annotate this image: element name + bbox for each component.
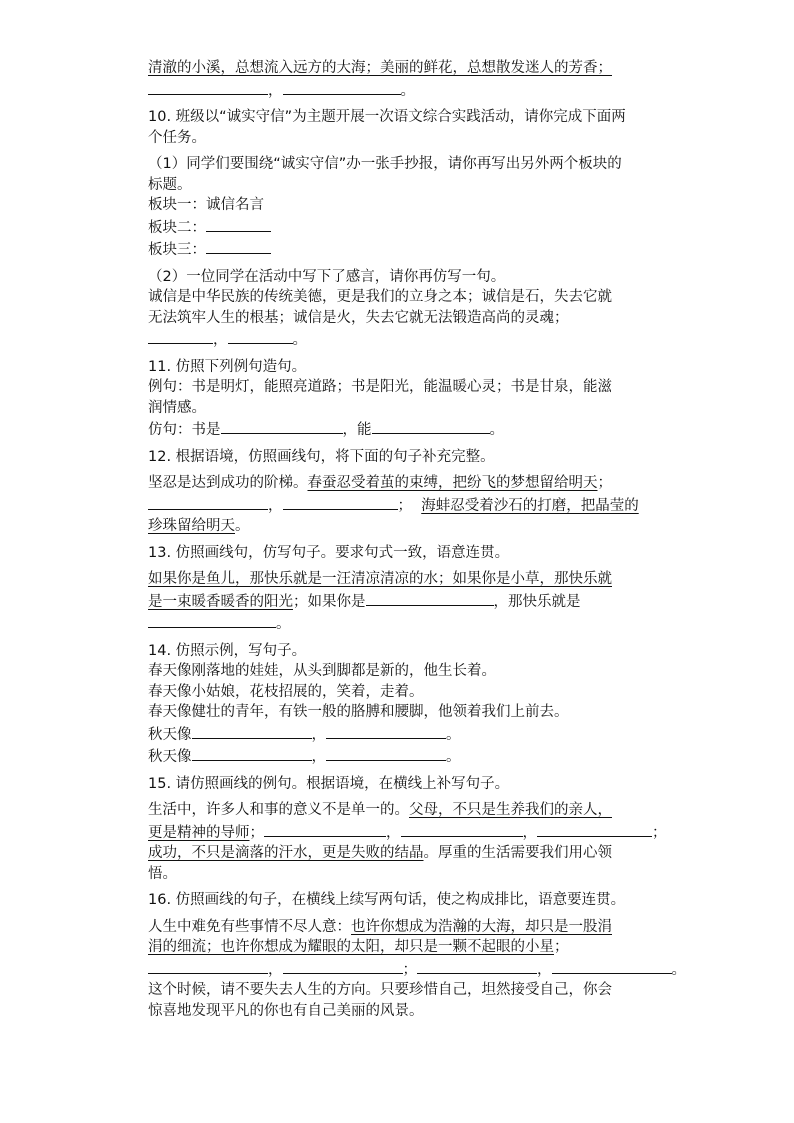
q15-text-cont: 成功，不只是滴落的汗水，更是失败的结晶。厚重的生活需要我们用心领 (148, 845, 612, 861)
q11-example-cont: 润情感。 (148, 399, 206, 416)
answer-blank[interactable] (326, 745, 446, 761)
q9-underlined-sentence: 清澈的小溪，总想流入远方的大海；美丽的鲜花，总想散发迷人的芳香； (148, 60, 612, 76)
q10-part2-text: 诚信是中华民族的传统美德，更是我们的立身之本；诚信是石，失去它就 (148, 289, 612, 305)
answer-blank[interactable] (283, 494, 398, 510)
answer-blank[interactable] (417, 958, 537, 974)
answer-blank[interactable] (221, 418, 343, 434)
q13-text: 如果你是鱼儿，那快乐就是一汪清凉清凉的水；如果你是小草，那快乐就 (148, 571, 612, 587)
q10-block-two: 板块二： (148, 216, 688, 239)
q12-title: 12. 根据语境，仿照画线句，将下面的句子补充完整。 (148, 448, 495, 465)
q9-example-line (148, 58, 688, 79)
q14-example-2: 春天像小姑娘，花枝招展的，笑着，走着。 (148, 683, 424, 700)
answer-blank[interactable] (401, 821, 523, 837)
answer-blank[interactable] (552, 958, 672, 974)
q14-title: 14. 仿照示例，写句子。 (148, 642, 307, 659)
answer-blank[interactable] (148, 79, 268, 95)
q15-text: 生活中，许多人和事的意义不是单一的。父母，不只是生养我们的亲人， (148, 802, 612, 818)
q14-answer-line-2: 秋天像 ， 。 (148, 745, 688, 768)
q15-answer-line: 更是精神的导师； ， ， ； (148, 821, 688, 844)
q10-title: 10. 班级以“诚实守信”为主题开展一次语文综合实践活动，请你完成下面两 (148, 109, 626, 125)
q10-part1-prompt: （1）同学们要围绕“诚实守信”办一张手抄报，请你再写出另外两个板块的 (148, 156, 622, 172)
answer-blank[interactable] (326, 723, 446, 739)
q10-answer-line: ， 。 (148, 328, 688, 351)
q11-answer-line: 仿句：书是 ，能 。 (148, 418, 688, 441)
q10-block-three: 板块三： (148, 238, 688, 261)
q10-part1-prompt-cont: 标题。 (148, 176, 192, 193)
q16-text-end: 惊喜地发现平凡的你也有自己美丽的风景。 (148, 1002, 424, 1019)
answer-blank[interactable] (148, 328, 213, 344)
q13-text-cont: 是一束暖香暖香的阳光；如果你是 ，那快乐就是 (148, 590, 688, 613)
q11-example: 例句：书是明灯，能照亮道路；书是阳光，能温暖心灵；书是甘泉，能滋 (148, 379, 612, 395)
q10-part2-prompt: （2）一位同学在活动中写下了感言，请你再仿写一句。 (148, 268, 506, 285)
answer-blank[interactable] (264, 821, 386, 837)
q11-title: 11. 仿照下列例句造句。 (148, 358, 307, 375)
q10-part2-text-cont: 无法筑牢人生的根基；诚信是火，失去它就无法锻造高尚的灵魂； (148, 309, 569, 326)
answer-blank[interactable] (148, 494, 268, 510)
q16-title: 16. 仿照画线的句子，在横线上续写两句话，使之构成排比，语意要连贯。 (148, 892, 626, 908)
document-page (148, 58, 688, 1021)
answer-blank[interactable] (206, 216, 271, 232)
q12-answer-line: ， ； 海蚌忍受着沙石的打磨，把晶莹的 (148, 494, 688, 517)
answer-blank[interactable] (192, 745, 312, 761)
answer-blank[interactable] (148, 958, 268, 974)
q16-answer-line: ， ； ， 。 (148, 958, 688, 981)
q10-title-cont: 个任务。 (148, 129, 206, 146)
answer-blank[interactable] (148, 612, 276, 628)
answer-blank[interactable] (283, 79, 401, 95)
q12-text-cont: 珍珠留给明天。 (148, 518, 250, 534)
answer-blank[interactable] (283, 958, 403, 974)
q16-text-cont: 涓的细流；也许你想成为耀眼的太阳，却只是一颗不起眼的小星； (148, 939, 569, 955)
q15-text-end: 悟。 (148, 865, 177, 882)
q16-text-after: 这个时候，请不要失去人生的方向。只要珍惜自己，坦然接受自己，你会 (148, 982, 612, 998)
answer-blank[interactable] (206, 238, 271, 254)
answer-blank[interactable] (366, 590, 494, 606)
q10-block-one: 板块一：诚信名言 (148, 197, 264, 213)
q16-text: 人生中难免有些事情不尽人意：也许你想成为浩瀚的大海，却只是一股涓 (148, 918, 612, 935)
q9-answer-line: ， 。 (148, 79, 688, 102)
q15-title: 15. 请仿照画线的例句。根据语境，在横线上补写句子。 (148, 775, 510, 792)
q14-example-1: 春天像刚落地的娃娃，从头到脚都是新的，他生长着。 (148, 663, 496, 679)
q12-text: 坚忍是达到成功的阶梯。春蚕忍受着茧的束缚，把纷飞的梦想留给明天； (148, 475, 612, 491)
q12-underlined-sentence: 春蚕忍受着茧的束缚，把纷飞的梦想留给明天 (307, 475, 598, 491)
q13-answer-line: 。 (148, 612, 688, 635)
q14-answer-line-1: 秋天像 ， 。 (148, 723, 688, 746)
q14-example-3: 春天像健壮的青年，有铁一般的胳膊和腰脚，他领着我们上前去。 (148, 704, 569, 720)
q13-title: 13. 仿照画线句，仿写句子。要求句式一致，语意连贯。 (148, 544, 510, 561)
answer-blank[interactable] (228, 328, 293, 344)
answer-blank[interactable] (192, 723, 312, 739)
answer-blank[interactable] (537, 821, 652, 837)
answer-blank[interactable] (372, 418, 490, 434)
q12-underlined-sentence-2: 海蚌忍受着沙石的打磨，把晶莹的 (421, 497, 639, 514)
